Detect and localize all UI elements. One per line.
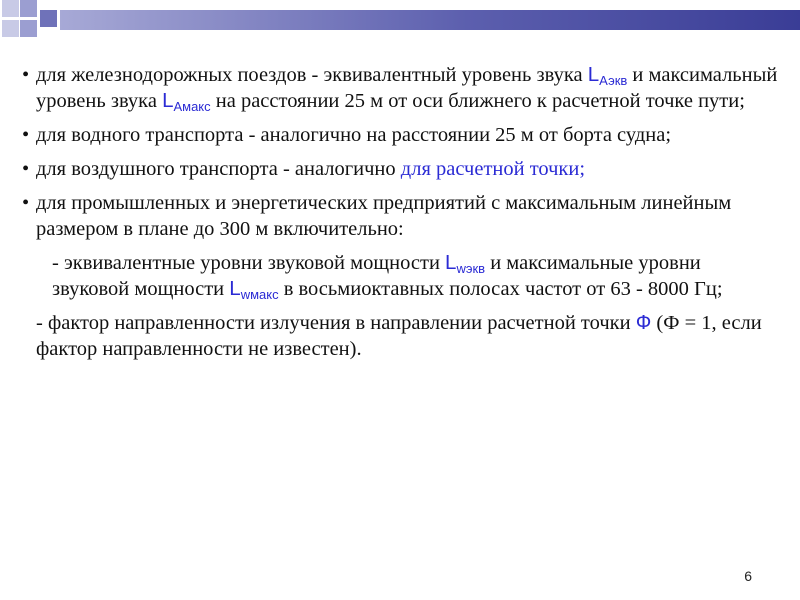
decor-square bbox=[20, 20, 37, 37]
bullet-marker: • bbox=[22, 192, 30, 214]
decor-square bbox=[2, 20, 19, 37]
symbol-L-aeq: $L_{Аэкв}$ bbox=[587, 63, 628, 88]
symbol-L-amax: $L_{Амакс}$ bbox=[162, 89, 211, 114]
symbol-phi: Ф bbox=[635, 311, 652, 334]
subitem-directivity: - фактор направленности излучения в направлении расчетной точки Ф (Ф = 1, если фактор направленности не известен). bbox=[36, 311, 762, 360]
highlighted-text: для расчетной точки; bbox=[400, 158, 586, 180]
bullet-marker: • bbox=[22, 124, 30, 146]
subitem-power-levels: - эквивалентные уровни звуковой мощности $L_{wэкв}$ и максимальные уровни звуковой мощности $L_{wмакс}$ в восьмиоктавных полосах частот от 63 - 8000 Гц; bbox=[52, 251, 723, 302]
bullet-marker: • bbox=[22, 64, 30, 86]
bullet-item-industry: • для промышленных и энергетических предприятий с максимальным линейным размером в плане до 300 м включительно: bbox=[22, 192, 732, 240]
slide-content bbox=[22, 62, 782, 370]
bullet-item-air: • для воздушного транспорта - аналогично для расчетной точки; bbox=[22, 158, 586, 180]
bullet-item-water: • для водного транспорта - аналогично на расстоянии 25 м от борта судна; bbox=[22, 124, 672, 146]
header-decoration bbox=[0, 0, 800, 48]
decor-square bbox=[20, 0, 37, 17]
decor-square bbox=[40, 10, 57, 27]
symbol-L-weq: $L_{wэкв}$ bbox=[445, 251, 486, 276]
bullet-marker: • bbox=[22, 158, 30, 180]
decor-square bbox=[2, 0, 19, 17]
bullet-item-rail: • для железнодорожных поездов - эквивалентный уровень звука $L_{Аэкв}$ и максимальный уровень звука $L_{Амакс}$ на расстоянии 25 м от оси ближнего к расчетной точке пути; bbox=[22, 63, 778, 114]
page-number: 6 bbox=[744, 568, 752, 584]
symbol-L-wmax: $L_{wмакс}$ bbox=[229, 277, 279, 302]
header-gradient-band bbox=[60, 10, 800, 30]
